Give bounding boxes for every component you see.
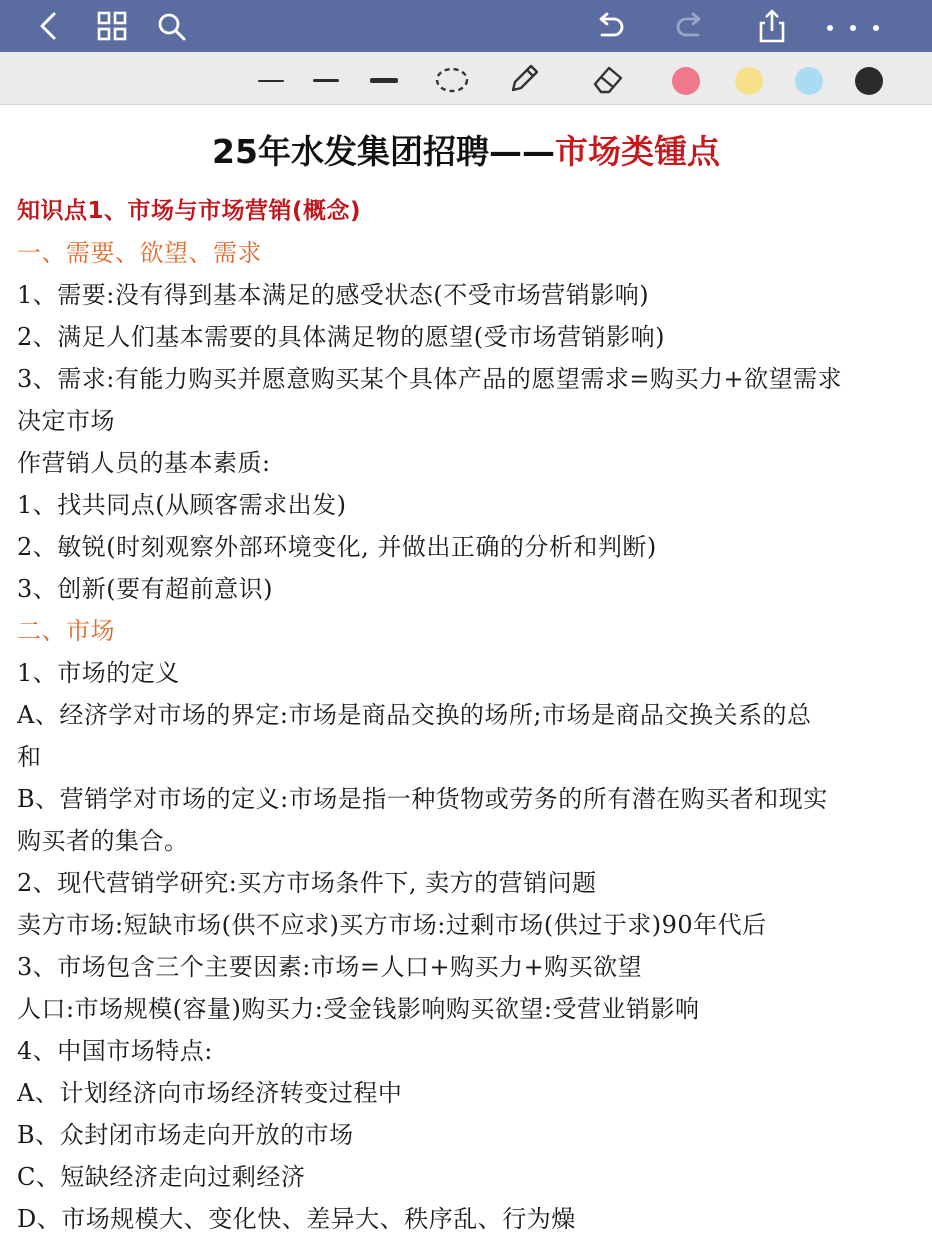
share-icon[interactable]: [753, 7, 791, 45]
pen-width-medium[interactable]: [313, 79, 339, 82]
eraser-icon[interactable]: [587, 60, 627, 102]
color-swatch-blue[interactable]: [795, 67, 823, 95]
note-line: 3、市场包含三个主要因素:市场=人口+购买力+购买欲望: [17, 953, 643, 981]
section-heading-2: 二、市场: [17, 617, 115, 645]
note-line: 4、中国市场特点:: [17, 1037, 213, 1065]
note-line: A、经济学对市场的界定:市场是商品交换的场所;市场是商品交换关系的总: [17, 701, 812, 729]
note-line: D、市场规模大、变化快、差异大、秩序乱、行为燥: [17, 1205, 576, 1233]
note-line: 作营销人员的基本素质:: [17, 449, 271, 477]
pen-width-thin[interactable]: [258, 80, 284, 82]
back-icon[interactable]: [30, 7, 68, 45]
color-swatch-yellow[interactable]: [735, 67, 763, 95]
pencil-icon[interactable]: [505, 60, 543, 102]
note-line: B、众封闭市场走向开放的市场: [17, 1121, 354, 1149]
knowledge-point-heading: 知识点1、市场与市场营销(概念): [17, 198, 362, 224]
note-line: 3、创新(要有超前意识): [17, 575, 273, 603]
title-accent: 市场类锺点: [554, 132, 720, 171]
color-swatch-black[interactable]: [855, 67, 883, 95]
section-heading-1: 一、需要、欲望、需求: [17, 239, 262, 267]
grid-icon[interactable]: [93, 7, 131, 45]
note-line: 1、市场的定义: [17, 659, 180, 687]
note-line: 购买者的集合。: [17, 827, 189, 855]
note-line: 2、敏锐(时刻观察外部环境变化, 并做出正确的分析和判断): [17, 533, 657, 561]
color-swatch-pink[interactable]: [672, 67, 700, 95]
note-line: 1、需要:没有得到基本满足的感受状态(不受市场营销影响): [17, 281, 650, 309]
note-line: 决定市场: [17, 407, 115, 435]
pen-width-thick[interactable]: [370, 78, 398, 83]
note-line: 和: [17, 743, 42, 771]
note-line: B、营销学对市场的定义:市场是指一种货物或劳务的所有潜在购买者和现实: [17, 785, 828, 813]
note-page[interactable]: [0, 104, 932, 1246]
note-line: C、短缺经济走向过剩经济: [17, 1163, 306, 1191]
top-nav-bar: [0, 0, 932, 52]
note-line: 人口:市场规模(容量)购买力:受金钱影响购买欲望:受营业销影响: [17, 995, 700, 1023]
note-line: 卖方市场:短缺市场(供不应求)买方市场:过剩市场(供过于求)90年代后: [17, 911, 767, 939]
undo-icon[interactable]: [590, 7, 628, 45]
page-title: [0, 126, 932, 173]
note-line: 2、满足人们基本需要的具体满足物的愿望(受市场营销影响): [17, 323, 665, 351]
lasso-icon[interactable]: [433, 64, 471, 100]
note-line: 3、需求:有能力购买并愿意购买某个具体产品的愿望需求=购买力+欲望需求: [17, 365, 843, 393]
note-line: 2、现代营销学研究:买方市场条件下, 卖方的营销问题: [17, 869, 597, 897]
redo-icon[interactable]: [672, 7, 710, 45]
note-line: A、计划经济向市场经济转变过程中: [17, 1079, 403, 1107]
title-main: 25年水发集团招聘——: [212, 132, 555, 171]
note-line: 1、找共同点(从顾客需求出发): [17, 491, 347, 519]
more-icon[interactable]: [820, 7, 886, 45]
search-icon[interactable]: [152, 7, 190, 45]
